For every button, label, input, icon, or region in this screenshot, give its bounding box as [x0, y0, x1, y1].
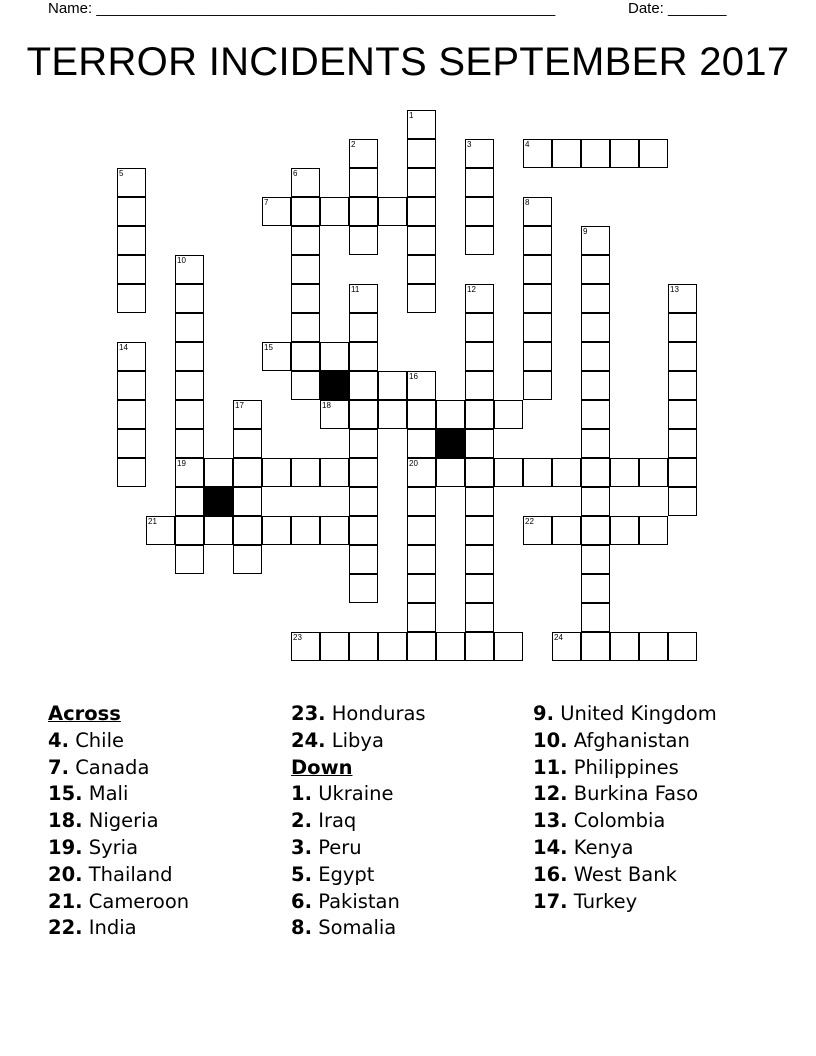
- grid-cell[interactable]: [668, 632, 697, 661]
- grid-cell[interactable]: [291, 371, 320, 400]
- clue-number: 3: [467, 140, 472, 149]
- grid-cell[interactable]: [175, 487, 204, 516]
- clue-down-5: 5. Egypt: [291, 862, 375, 886]
- clue-number: 6: [293, 169, 298, 178]
- grid-cell[interactable]: [291, 516, 320, 545]
- grid-cell[interactable]: [349, 226, 378, 255]
- grid-cell[interactable]: [407, 255, 436, 284]
- grid-cell[interactable]: [349, 400, 378, 429]
- grid-cell[interactable]: [407, 168, 436, 197]
- grid-cell[interactable]: [320, 458, 349, 487]
- grid-cell[interactable]: [523, 255, 552, 284]
- grid-cell[interactable]: [581, 574, 610, 603]
- grid-cell[interactable]: [291, 226, 320, 255]
- clue-across-24: 24. Libya: [291, 728, 384, 752]
- clue-number: 23: [293, 633, 302, 642]
- grid-cell[interactable]: [378, 371, 407, 400]
- clue-number: 21: [148, 517, 157, 526]
- grid-cell[interactable]: [581, 545, 610, 574]
- grid-cell[interactable]: [407, 226, 436, 255]
- grid-cell[interactable]: [175, 545, 204, 574]
- grid-cell[interactable]: [523, 371, 552, 400]
- grid-cell[interactable]: [465, 313, 494, 342]
- grid-cell[interactable]: [639, 458, 668, 487]
- grid-cell[interactable]: [262, 458, 291, 487]
- grid-cell[interactable]: [407, 603, 436, 632]
- grid-cell[interactable]: [436, 632, 465, 661]
- clue-down-16: 16. West Bank: [533, 862, 677, 886]
- grid-cell[interactable]: [262, 516, 291, 545]
- grid-cell[interactable]: [581, 516, 610, 545]
- grid-cell[interactable]: [523, 226, 552, 255]
- grid-cell[interactable]: [349, 487, 378, 516]
- grid-cell[interactable]: [378, 632, 407, 661]
- grid-cell[interactable]: [436, 400, 465, 429]
- page-title: TERROR INCIDENTS SEPTEMBER 2017: [26, 40, 790, 84]
- grid-cell[interactable]: [233, 545, 262, 574]
- clue-across-15: 15. Mali: [48, 782, 129, 806]
- grid-cell[interactable]: [610, 632, 639, 661]
- grid-cell[interactable]: [349, 516, 378, 545]
- clue-number: 14: [119, 343, 128, 352]
- grid-cell[interactable]: [581, 371, 610, 400]
- grid-cell[interactable]: [349, 168, 378, 197]
- clue-down-10: 10. Afghanistan: [533, 728, 690, 752]
- grid-cell[interactable]: [233, 429, 262, 458]
- clue-across-7: 7. Canada: [48, 755, 150, 779]
- worksheet-header: [0, 0, 816, 22]
- grid-cell[interactable]: [117, 284, 146, 313]
- grid-cell[interactable]: [349, 342, 378, 371]
- grid-cell[interactable]: [668, 313, 697, 342]
- grid-cell[interactable]: [291, 255, 320, 284]
- grid-cell[interactable]: [610, 139, 639, 168]
- grid-cell[interactable]: [349, 574, 378, 603]
- grid-cell[interactable]: [552, 139, 581, 168]
- grid-cell[interactable]: [407, 429, 436, 458]
- grid-cell[interactable]: [581, 313, 610, 342]
- clue-number: 4: [525, 140, 530, 149]
- clue-number: 7: [264, 198, 269, 207]
- grid-cell[interactable]: [552, 458, 581, 487]
- clue-across-20: 20. Thailand: [48, 862, 173, 886]
- grid-cell[interactable]: [552, 516, 581, 545]
- clue-number: 24: [554, 633, 563, 642]
- grid-cell[interactable]: [291, 197, 320, 226]
- grid-cell[interactable]: [639, 139, 668, 168]
- grid-cell[interactable]: [581, 458, 610, 487]
- grid-cell[interactable]: [175, 371, 204, 400]
- clue-number: 17: [235, 401, 244, 410]
- grid-cell[interactable]: [494, 458, 523, 487]
- grid-cell[interactable]: [349, 545, 378, 574]
- grid-cell[interactable]: [378, 197, 407, 226]
- grid-cell[interactable]: [465, 487, 494, 516]
- shaded-block: [436, 429, 465, 458]
- grid-cell[interactable]: [117, 458, 146, 487]
- clue-down-6: 6. Pakistan: [291, 889, 400, 913]
- grid-cell[interactable]: [407, 545, 436, 574]
- grid-cell[interactable]: [581, 400, 610, 429]
- grid-cell[interactable]: [494, 632, 523, 661]
- clue-number: 10: [177, 256, 186, 265]
- name-field[interactable]: [48, 0, 555, 17]
- grid-cell[interactable]: [117, 371, 146, 400]
- name-label: Name:: [48, 0, 97, 17]
- clue-down-13: 13. Colombia: [533, 809, 666, 833]
- grid-cell[interactable]: [407, 284, 436, 313]
- grid-cell[interactable]: [117, 197, 146, 226]
- grid-cell[interactable]: [523, 284, 552, 313]
- clue-number: 8: [525, 198, 530, 207]
- grid-cell[interactable]: [465, 516, 494, 545]
- grid-cell[interactable]: [175, 342, 204, 371]
- grid-cell[interactable]: [117, 226, 146, 255]
- clue-column-3: [533, 701, 717, 915]
- grid-cell[interactable]: [349, 632, 378, 661]
- date-blank[interactable]: _______: [668, 0, 727, 17]
- clue-number: 9: [583, 227, 588, 236]
- clue-down-9: 9. United Kingdom: [533, 702, 717, 725]
- grid-cell[interactable]: [465, 168, 494, 197]
- grid-cell[interactable]: [233, 487, 262, 516]
- clue-down-2: 2. Iraq: [291, 809, 357, 833]
- grid-cell[interactable]: [349, 458, 378, 487]
- grid-cell[interactable]: [233, 516, 262, 545]
- clue-down-3: 3. Peru: [291, 835, 362, 859]
- grid-cell[interactable]: [465, 197, 494, 226]
- grid-cell[interactable]: [349, 197, 378, 226]
- clue-number: 20: [409, 459, 418, 468]
- grid-cell[interactable]: [523, 313, 552, 342]
- clue-number: 12: [467, 285, 476, 294]
- shaded-block: [204, 487, 233, 516]
- grid-cell[interactable]: [349, 371, 378, 400]
- grid-cell[interactable]: [465, 342, 494, 371]
- grid-cell[interactable]: [291, 342, 320, 371]
- grid-cell[interactable]: [523, 458, 552, 487]
- grid-cell[interactable]: [436, 458, 465, 487]
- clue-number: 11: [351, 285, 360, 294]
- grid-cell[interactable]: [494, 400, 523, 429]
- clue-column-1: [48, 701, 189, 942]
- grid-cell[interactable]: [320, 632, 349, 661]
- across-heading: Across: [48, 702, 121, 725]
- name-blank[interactable]: _______________________________________________________: [96, 0, 556, 17]
- grid-cell[interactable]: [349, 429, 378, 458]
- clue-across-19: 19. Syria: [48, 835, 139, 859]
- grid-cell[interactable]: [407, 139, 436, 168]
- grid-cell[interactable]: [407, 197, 436, 226]
- grid-cell[interactable]: [175, 516, 204, 545]
- grid-cell[interactable]: [175, 313, 204, 342]
- grid-cell[interactable]: [465, 545, 494, 574]
- grid-cell[interactable]: [610, 516, 639, 545]
- grid-cell[interactable]: [581, 429, 610, 458]
- grid-cell[interactable]: [175, 400, 204, 429]
- grid-cell[interactable]: [610, 458, 639, 487]
- grid-cell[interactable]: [291, 284, 320, 313]
- clue-number: 18: [322, 401, 331, 410]
- clue-number: 15: [264, 343, 273, 352]
- clue-down-14: 14. Kenya: [533, 835, 634, 859]
- grid-cell[interactable]: [668, 429, 697, 458]
- grid-cell[interactable]: [668, 371, 697, 400]
- grid-cell[interactable]: [465, 429, 494, 458]
- grid-cell[interactable]: [320, 516, 349, 545]
- grid-cell[interactable]: [639, 516, 668, 545]
- clue-down-8: 8. Somalia: [291, 916, 397, 940]
- clue-number: 16: [409, 372, 418, 381]
- grid-cell[interactable]: [320, 197, 349, 226]
- grid-cell[interactable]: [233, 458, 262, 487]
- grid-cell[interactable]: [465, 632, 494, 661]
- grid-cell[interactable]: [407, 487, 436, 516]
- grid-cell[interactable]: [291, 313, 320, 342]
- clue-number: 2: [351, 140, 356, 149]
- grid-cell[interactable]: [668, 487, 697, 516]
- grid-cell[interactable]: [117, 255, 146, 284]
- grid-cell[interactable]: [581, 284, 610, 313]
- shaded-block: [320, 371, 349, 400]
- clue-across-23: 23. Honduras: [291, 702, 426, 725]
- grid-cell[interactable]: [639, 632, 668, 661]
- clue-number: 13: [670, 285, 679, 294]
- clue-number: 5: [119, 169, 124, 178]
- grid-cell[interactable]: [117, 400, 146, 429]
- grid-cell[interactable]: [523, 342, 552, 371]
- grid-cell[interactable]: [581, 487, 610, 516]
- grid-cell[interactable]: [117, 429, 146, 458]
- grid-cell[interactable]: [581, 342, 610, 371]
- grid-cell[interactable]: [581, 603, 610, 632]
- grid-cell[interactable]: [407, 574, 436, 603]
- down-heading: Down: [291, 755, 353, 779]
- grid-cell[interactable]: [465, 458, 494, 487]
- grid-cell[interactable]: [581, 632, 610, 661]
- grid-cell[interactable]: [465, 603, 494, 632]
- grid-cell[interactable]: [465, 400, 494, 429]
- grid-cell[interactable]: [407, 632, 436, 661]
- grid-cell[interactable]: [668, 342, 697, 371]
- clue-across-4: 4. Chile: [48, 728, 124, 752]
- clue-across-22: 22. India: [48, 916, 137, 940]
- grid-cell[interactable]: [465, 574, 494, 603]
- grid-cell[interactable]: [204, 458, 233, 487]
- grid-cell[interactable]: [668, 458, 697, 487]
- grid-cell[interactable]: [291, 458, 320, 487]
- date-field[interactable]: [628, 0, 726, 17]
- grid-cell[interactable]: [581, 255, 610, 284]
- clue-number: 22: [525, 517, 534, 526]
- grid-cell[interactable]: [175, 284, 204, 313]
- clue-across-18: 18. Nigeria: [48, 809, 159, 833]
- grid-cell[interactable]: [378, 400, 407, 429]
- clue-column-2: [291, 701, 426, 942]
- clue-down-12: 12. Burkina Faso: [533, 782, 699, 806]
- clue-down-17: 17. Turkey: [533, 889, 638, 913]
- grid-cell[interactable]: [320, 342, 349, 371]
- clue-down-1: 1. Ukraine: [291, 782, 394, 806]
- grid-cell[interactable]: [204, 516, 233, 545]
- grid-cell[interactable]: [465, 226, 494, 255]
- clue-number: 19: [177, 459, 186, 468]
- grid-cell[interactable]: [668, 400, 697, 429]
- clue-number: 1: [409, 111, 414, 120]
- grid-cell[interactable]: [175, 429, 204, 458]
- grid-cell[interactable]: [581, 139, 610, 168]
- grid-cell[interactable]: [465, 371, 494, 400]
- grid-cell[interactable]: [407, 516, 436, 545]
- clue-down-11: 11. Philippines: [533, 755, 679, 779]
- clue-across-21: 21. Cameroon: [48, 889, 190, 913]
- grid-cell[interactable]: [349, 313, 378, 342]
- date-label: Date:: [628, 0, 669, 17]
- grid-cell[interactable]: [407, 400, 436, 429]
